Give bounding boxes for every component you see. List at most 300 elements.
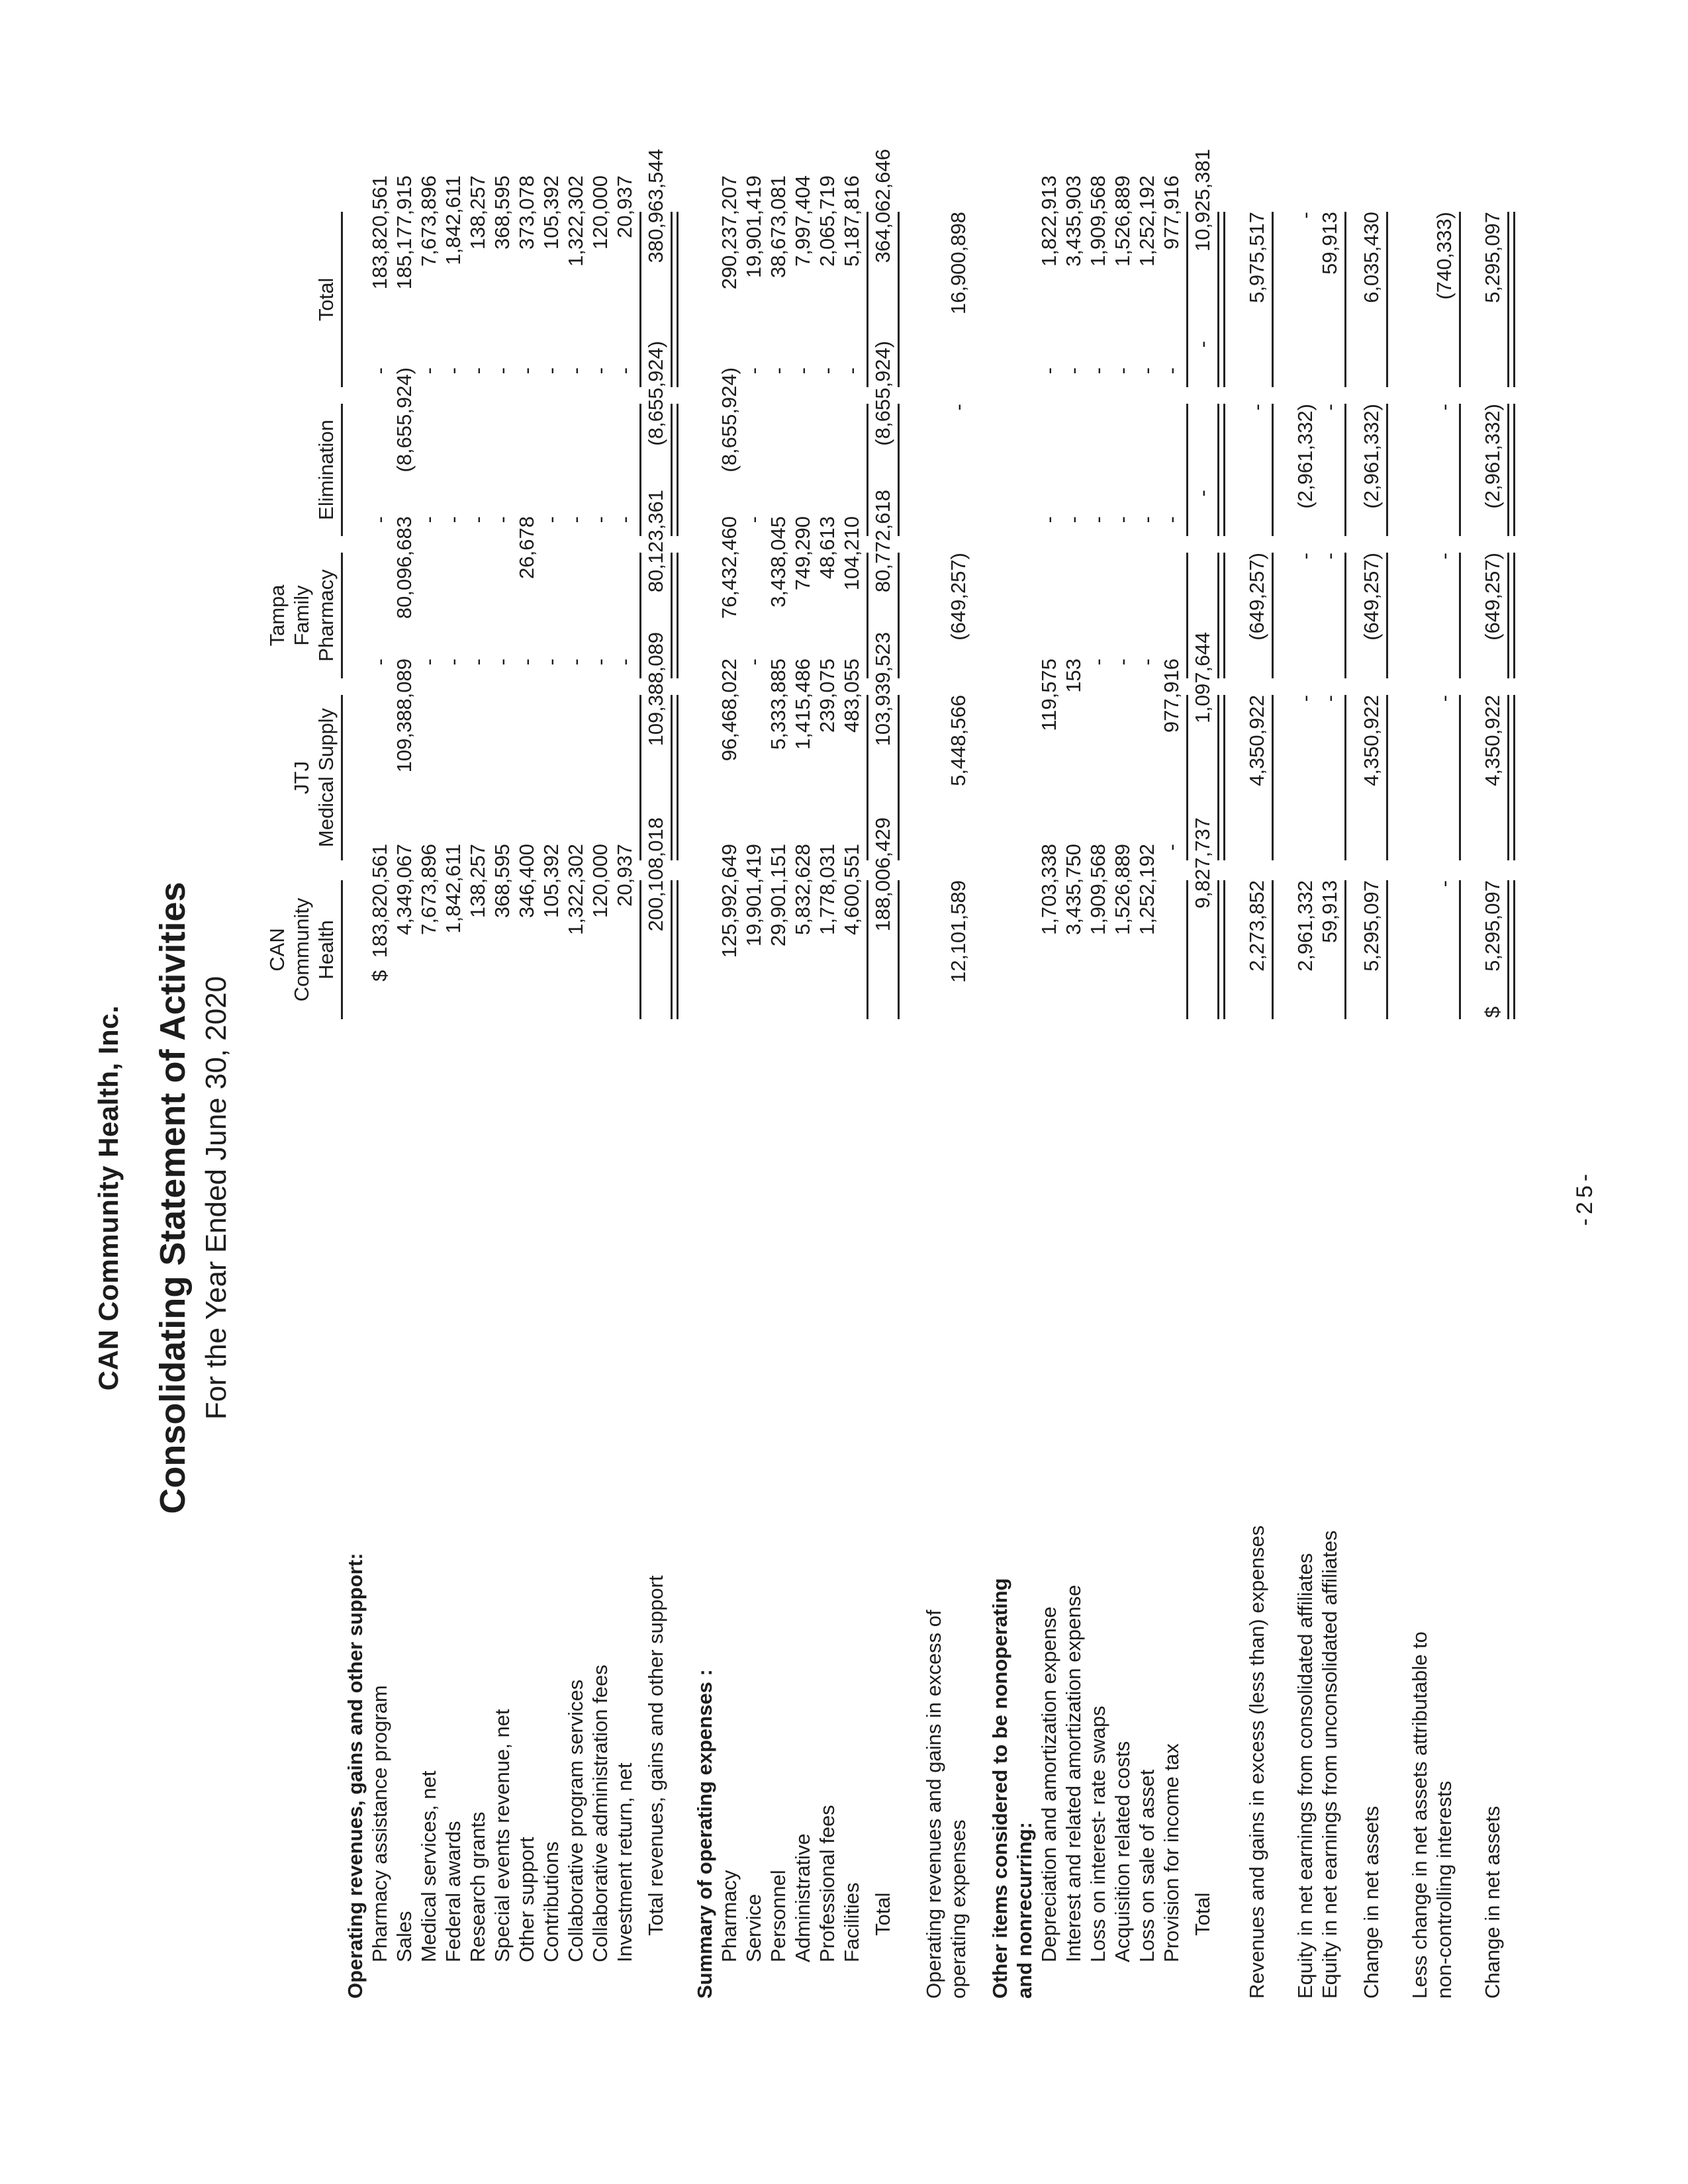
value-cell bbox=[643, 817, 668, 956]
column-rule-segment bbox=[1459, 553, 1461, 678]
row-label: Medical services, net bbox=[417, 1770, 440, 1962]
dash-value: - bbox=[466, 367, 489, 375]
dash-value: - bbox=[1086, 367, 1109, 375]
rule-label-spacer bbox=[1344, 1032, 1346, 1999]
row-label: Loss on sale of asset bbox=[1135, 1769, 1158, 1962]
single-rule-row bbox=[1386, 205, 1388, 1999]
dash-value: - bbox=[417, 659, 440, 666]
value-cell bbox=[839, 844, 864, 983]
value-cell bbox=[612, 516, 637, 642]
amount-value: (2,961,332) bbox=[1360, 404, 1383, 509]
value-cell bbox=[1317, 553, 1342, 678]
amount-value: 5,832,628 bbox=[791, 844, 814, 935]
amount-value: 1,909,568 bbox=[1086, 175, 1109, 267]
value-cell bbox=[490, 367, 514, 500]
single-rule-row bbox=[1459, 205, 1461, 1999]
value-cell bbox=[1359, 880, 1383, 1019]
value-cell bbox=[1135, 659, 1159, 824]
table-row bbox=[921, 205, 970, 1999]
dash-value: - bbox=[1135, 367, 1158, 375]
amount-value: 1,703,338 bbox=[1037, 844, 1060, 935]
column-rule-segment bbox=[671, 880, 679, 1019]
amount-value: 977,916 bbox=[1160, 175, 1183, 250]
value-cell bbox=[1061, 659, 1086, 824]
amount-value: 20,937 bbox=[613, 175, 636, 238]
dash-value: - bbox=[742, 367, 765, 375]
value-cell bbox=[1293, 212, 1317, 387]
table-row bbox=[1061, 175, 1086, 1999]
value-cell bbox=[1293, 404, 1317, 536]
value-cell bbox=[563, 659, 588, 824]
row-label: Other support bbox=[515, 1837, 538, 1962]
amount-value: 103,939,523 bbox=[871, 632, 894, 747]
amount-value: (649,257) bbox=[1245, 553, 1268, 641]
rule-label-spacer bbox=[867, 1032, 868, 1999]
amount-value: 119,575 bbox=[1037, 659, 1060, 731]
value-cell bbox=[815, 516, 839, 642]
amount-value: 5,295,097 bbox=[1481, 880, 1504, 972]
value-cell bbox=[1359, 404, 1383, 536]
column-rule-segment bbox=[1344, 695, 1346, 860]
table-row bbox=[1359, 205, 1383, 1999]
row-label: Professional fees bbox=[816, 1805, 839, 1962]
value-cell bbox=[514, 659, 539, 824]
value-cell bbox=[766, 516, 790, 642]
value-cell bbox=[441, 367, 465, 500]
amount-value: 19,901,419 bbox=[742, 844, 765, 947]
value-cell bbox=[1061, 516, 1086, 642]
amount-value: (2,961,332) bbox=[1293, 404, 1317, 509]
value-cell bbox=[465, 367, 490, 500]
single-rule-row bbox=[1344, 205, 1346, 1999]
section-gap bbox=[1276, 205, 1293, 1999]
row-label bbox=[988, 1032, 1037, 1999]
dash-value: - bbox=[1318, 695, 1341, 702]
table-row bbox=[1159, 175, 1184, 1999]
column-rule-segment bbox=[898, 404, 900, 536]
column-header-health bbox=[265, 880, 343, 1019]
dash-value: - bbox=[564, 367, 587, 375]
amount-value: 4,600,551 bbox=[840, 844, 863, 935]
column-rule-segment bbox=[1386, 404, 1388, 536]
value-cell bbox=[643, 341, 668, 473]
value-cell bbox=[790, 659, 815, 824]
dash-value: - bbox=[1160, 367, 1183, 375]
dash-value: - bbox=[1293, 695, 1317, 702]
value-cell bbox=[563, 367, 588, 500]
amount-value: 3,435,750 bbox=[1062, 844, 1085, 935]
amount-value: 2,273,852 bbox=[1245, 880, 1268, 972]
value-cell bbox=[1480, 695, 1505, 860]
value-cell bbox=[643, 149, 668, 324]
column-rule-segment bbox=[867, 404, 868, 536]
amount-value: (649,257) bbox=[1360, 553, 1383, 641]
amount-value: 749,290 bbox=[791, 516, 814, 591]
amount-value: 5,333,885 bbox=[767, 659, 790, 750]
amount-value: 5,295,097 bbox=[1481, 212, 1504, 303]
table-row bbox=[839, 175, 864, 1999]
amount-value: 120,000 bbox=[588, 175, 612, 250]
rule-label-spacer bbox=[1507, 1032, 1515, 1999]
amount-value: 373,078 bbox=[515, 175, 538, 250]
dash-value: - bbox=[442, 659, 465, 666]
rule-label-spacer bbox=[1272, 1032, 1274, 1999]
dash-value: - bbox=[1293, 553, 1317, 560]
value-cell bbox=[367, 516, 392, 642]
column-rule-segment bbox=[1272, 212, 1274, 387]
row-label: Collaborative program services bbox=[564, 1679, 587, 1962]
value-cell bbox=[1359, 695, 1383, 860]
amount-value: 138,257 bbox=[466, 844, 489, 919]
value-cell bbox=[1293, 553, 1317, 678]
value-cell bbox=[946, 212, 970, 387]
row-label-line1: Other items considered to be nonoperating bbox=[988, 1578, 1011, 1999]
value-cell bbox=[1432, 695, 1456, 860]
row-label: Total revenues, gains and other support bbox=[644, 1575, 667, 1936]
section-header-row bbox=[692, 205, 717, 1999]
title-block bbox=[0, 212, 233, 2184]
value-cell bbox=[741, 659, 766, 824]
value-cell bbox=[1037, 516, 1061, 642]
amount-value: 138,257 bbox=[466, 175, 489, 250]
value-cell bbox=[790, 367, 815, 500]
column-rule-segment bbox=[1507, 695, 1515, 860]
amount-value: 20,937 bbox=[613, 844, 636, 907]
value-cell bbox=[539, 659, 563, 824]
value-cell bbox=[465, 844, 490, 983]
dash-value: - bbox=[491, 659, 514, 666]
value-cell bbox=[717, 659, 741, 824]
value-cell bbox=[1159, 175, 1184, 351]
dash-value: - bbox=[1135, 659, 1158, 666]
dash-value: - bbox=[1318, 404, 1341, 411]
value-cell bbox=[490, 844, 514, 983]
column-rule-segment bbox=[867, 212, 868, 387]
row-label-line2: non-controlling interests bbox=[1432, 1780, 1456, 1999]
value-cell bbox=[1480, 880, 1505, 1019]
dash-value: - bbox=[564, 516, 587, 523]
dash-value: - bbox=[1432, 404, 1456, 411]
value-cell bbox=[741, 175, 766, 351]
dash-value: - bbox=[368, 659, 391, 666]
value-cell bbox=[815, 659, 839, 824]
row-label-line1: Operating revenues and gains in excess of bbox=[922, 1610, 945, 1999]
rule-label-spacer bbox=[1217, 1032, 1225, 1999]
amount-value: 7,673,896 bbox=[417, 844, 440, 935]
column-rule-segment bbox=[1344, 553, 1346, 678]
row-label: Change in net assets bbox=[1481, 1805, 1504, 1999]
amount-value: (740,333) bbox=[1432, 212, 1456, 300]
value-cell bbox=[1244, 212, 1269, 387]
value-cell bbox=[392, 659, 416, 824]
value-cell bbox=[588, 367, 612, 500]
value-cell bbox=[514, 175, 539, 351]
row-label: Change in net assets bbox=[1360, 1805, 1383, 1999]
amount-value: 185,177,915 bbox=[393, 175, 416, 290]
dash-value: - bbox=[1086, 659, 1109, 666]
value-cell bbox=[1432, 553, 1456, 678]
column-rule-segment bbox=[1459, 880, 1461, 1019]
amount-value: 1,842,611 bbox=[442, 175, 465, 265]
value-cell bbox=[1037, 367, 1061, 500]
dash-value: - bbox=[539, 516, 563, 523]
dash-value: - bbox=[613, 367, 636, 375]
column-rule-segment bbox=[1217, 212, 1225, 387]
dash-value: - bbox=[613, 659, 636, 666]
row-label: Loss on interest- rate swaps bbox=[1086, 1706, 1109, 1962]
column-rule-segment bbox=[1186, 553, 1188, 678]
dash-value: - bbox=[539, 659, 563, 666]
value-cell bbox=[741, 844, 766, 983]
dash-value: - bbox=[466, 659, 489, 666]
dollar-sign: $ bbox=[1481, 1006, 1504, 1018]
amount-value: 1,909,568 bbox=[1086, 844, 1109, 935]
value-cell bbox=[766, 367, 790, 500]
value-cell bbox=[717, 367, 741, 500]
column-rule-segment bbox=[1459, 212, 1461, 387]
amount-value: (8,655,924) bbox=[871, 341, 894, 446]
value-cell bbox=[588, 516, 612, 642]
amount-value: 5,187,816 bbox=[840, 175, 863, 267]
consolidating-table bbox=[265, 149, 1515, 1999]
dash-value: - bbox=[564, 659, 587, 666]
amount-value: 19,901,419 bbox=[742, 175, 765, 279]
amount-value: (649,257) bbox=[1481, 553, 1504, 641]
amount-value: 120,000 bbox=[588, 844, 612, 919]
value-cell bbox=[465, 175, 490, 351]
amount-value: 29,901,151 bbox=[767, 844, 790, 947]
value-cell bbox=[741, 516, 766, 642]
value-cell bbox=[790, 844, 815, 983]
dash-value: - bbox=[368, 367, 391, 375]
dash-value: - bbox=[417, 516, 440, 523]
value-cell bbox=[465, 516, 490, 642]
statement-title: Consolidating Statement of Activities bbox=[153, 882, 193, 1514]
row-label: Equity in net earnings from unconsolidated affiliates bbox=[1318, 1530, 1341, 1999]
amount-value: 12,101,589 bbox=[947, 880, 970, 983]
amount-value: 977,916 bbox=[1160, 659, 1183, 733]
column-header-line2: Total bbox=[314, 277, 338, 322]
value-cell bbox=[946, 880, 970, 1019]
value-cell bbox=[870, 490, 895, 615]
amount-value: (8,655,924) bbox=[644, 341, 667, 446]
dash-value: - bbox=[515, 659, 538, 666]
value-cell bbox=[1190, 632, 1215, 797]
table-row bbox=[717, 175, 741, 1999]
table-row bbox=[416, 175, 441, 1999]
table-row bbox=[1244, 205, 1269, 1999]
row-label: Interest and related amortization expense bbox=[1062, 1584, 1085, 1962]
dash-value: - bbox=[1318, 553, 1341, 560]
value-cell bbox=[1159, 367, 1184, 500]
section-gap bbox=[1390, 205, 1407, 1999]
column-rule-segment bbox=[1386, 212, 1388, 387]
amount-value: 1,526,889 bbox=[1111, 175, 1134, 267]
double-rule-row bbox=[671, 205, 679, 1999]
dash-value: - bbox=[1037, 516, 1060, 523]
column-rule-segment bbox=[1217, 880, 1225, 1019]
amount-value: 1,252,192 bbox=[1135, 844, 1158, 935]
amount-value: 16,900,898 bbox=[947, 212, 970, 315]
column-header-line1: Tampa Family bbox=[265, 584, 313, 647]
value-cell bbox=[392, 516, 416, 642]
value-cell bbox=[717, 844, 741, 983]
row-label bbox=[1407, 1032, 1456, 1999]
table-row bbox=[1135, 175, 1159, 1999]
single-rule-row bbox=[1272, 205, 1274, 1999]
dash-value: - bbox=[1160, 844, 1183, 851]
dash-value: - bbox=[1111, 516, 1134, 523]
row-label: Investment return, net bbox=[613, 1762, 636, 1962]
row-label-line1: Less change in net assets attributable to bbox=[1408, 1631, 1431, 1999]
column-rule-segment bbox=[1272, 404, 1274, 536]
value-cell bbox=[441, 516, 465, 642]
value-cell bbox=[1037, 659, 1061, 824]
amount-value: 105,392 bbox=[539, 844, 563, 919]
table-row bbox=[815, 175, 839, 1999]
table-body bbox=[343, 149, 1515, 1999]
value-cell bbox=[1244, 404, 1269, 536]
amount-value: 1,415,486 bbox=[791, 659, 814, 750]
amount-value: 364,062,646 bbox=[871, 149, 894, 263]
value-cell bbox=[588, 844, 612, 983]
value-cell bbox=[563, 175, 588, 351]
column-rule-segment bbox=[1272, 695, 1274, 860]
column-header-line1 bbox=[289, 212, 314, 387]
amount-value: 48,613 bbox=[816, 516, 839, 579]
value-cell bbox=[539, 844, 563, 983]
amount-value: (2,961,332) bbox=[1481, 404, 1504, 509]
value-cell bbox=[490, 659, 514, 824]
table-row bbox=[790, 175, 815, 1999]
rule-label-spacer bbox=[1386, 1032, 1388, 1999]
amount-value: 4,349,067 bbox=[393, 844, 416, 935]
row-label: Operating revenues, gains and other support: bbox=[344, 1553, 367, 1999]
column-header-line2: Pharmacy bbox=[314, 569, 338, 662]
value-cell bbox=[839, 367, 864, 500]
column-rule-segment bbox=[1507, 212, 1515, 387]
amount-value: 1,252,192 bbox=[1135, 175, 1158, 267]
amount-value: 105,392 bbox=[539, 175, 563, 250]
column-rule-segment bbox=[639, 695, 641, 860]
table-row bbox=[367, 175, 392, 1999]
row-label: Total bbox=[871, 1892, 894, 1936]
dash-value: - bbox=[767, 367, 790, 375]
dash-value: - bbox=[947, 404, 970, 411]
column-header-row bbox=[265, 205, 343, 1999]
table-row bbox=[1086, 175, 1110, 1999]
rule-label-spacer bbox=[671, 1032, 679, 1999]
column-header-total bbox=[289, 212, 343, 387]
column-rule-segment bbox=[1217, 553, 1225, 678]
column-rule-segment bbox=[1186, 212, 1188, 387]
page-number: -25- bbox=[1572, 1169, 1597, 1226]
row-label: Facilities bbox=[840, 1882, 863, 1962]
amount-value: 183,820,561 bbox=[368, 175, 391, 290]
value-cell bbox=[514, 367, 539, 500]
value-cell bbox=[1061, 844, 1086, 983]
value-cell bbox=[1317, 404, 1342, 536]
column-rule-segment bbox=[867, 553, 868, 678]
amount-value: 483,055 bbox=[840, 659, 863, 733]
section-gap bbox=[1348, 205, 1359, 1999]
value-cell bbox=[441, 844, 465, 983]
value-cell bbox=[1190, 341, 1215, 473]
value-cell bbox=[612, 175, 637, 351]
value-cell bbox=[870, 341, 895, 473]
value-cell bbox=[1359, 212, 1383, 387]
value-cell bbox=[717, 516, 741, 642]
dash-value: - bbox=[1432, 880, 1456, 887]
amount-value: 290,237,207 bbox=[718, 175, 741, 290]
row-label: Acquisition related costs bbox=[1111, 1741, 1134, 1962]
dollar-sign: $ bbox=[368, 970, 391, 981]
value-cell bbox=[815, 175, 839, 351]
value-cell bbox=[1432, 404, 1456, 536]
column-rule-segment bbox=[1507, 553, 1515, 678]
value-cell bbox=[1159, 844, 1184, 983]
value-cell bbox=[946, 404, 970, 536]
column-header-line2: Elimination bbox=[314, 420, 338, 520]
table-row bbox=[563, 175, 588, 1999]
value-cell bbox=[392, 367, 416, 500]
column-rule-segment bbox=[671, 553, 679, 678]
dash-value: - bbox=[491, 516, 514, 523]
row-label: Contributions bbox=[539, 1841, 563, 1962]
row-label-line2: operating expenses bbox=[947, 1819, 970, 1999]
value-cell bbox=[1432, 880, 1456, 1019]
row-label-line2: and nonrecurring: bbox=[1013, 1822, 1036, 1999]
section-gap bbox=[1227, 205, 1244, 1999]
amount-value: 3,435,903 bbox=[1062, 175, 1085, 267]
row-label: Depreciation and amortization expense bbox=[1037, 1606, 1060, 1962]
column-rule-segment bbox=[671, 695, 679, 860]
column-rule-segment bbox=[867, 880, 868, 1019]
dash-value: - bbox=[791, 367, 814, 375]
column-rule-segment bbox=[1217, 695, 1225, 860]
value-cell bbox=[1037, 175, 1061, 351]
table-row bbox=[1293, 205, 1317, 1999]
value-cell bbox=[392, 844, 416, 983]
value-cell bbox=[1086, 659, 1110, 824]
table-row bbox=[870, 149, 895, 1999]
value-cell bbox=[1293, 880, 1317, 1019]
amount-value: 368,595 bbox=[491, 175, 514, 250]
amount-value: 3,438,045 bbox=[767, 516, 790, 608]
value-cell bbox=[766, 659, 790, 824]
dash-value: - bbox=[1111, 659, 1134, 666]
dash-value: - bbox=[442, 367, 465, 375]
period-line: For the Year Ended June 30, 2020 bbox=[200, 976, 232, 1420]
amount-value: (649,257) bbox=[947, 553, 970, 641]
value-cell bbox=[367, 844, 392, 983]
amount-value: 2,961,332 bbox=[1293, 880, 1317, 972]
value-cell bbox=[1037, 844, 1061, 983]
row-label: Provision for income tax bbox=[1160, 1743, 1183, 1962]
single-rule-row bbox=[639, 205, 641, 1999]
value-cell bbox=[1135, 367, 1159, 500]
section-gap bbox=[902, 205, 921, 1999]
value-cell bbox=[1480, 212, 1505, 387]
value-cell bbox=[441, 659, 465, 824]
double-rule-row bbox=[1217, 205, 1225, 1999]
section-header-row bbox=[343, 205, 367, 1999]
column-rule-segment bbox=[1186, 880, 1188, 1019]
amount-value: 76,432,460 bbox=[718, 516, 741, 619]
value-cell bbox=[839, 175, 864, 351]
value-cell bbox=[1480, 404, 1505, 536]
section-header-row bbox=[988, 205, 1037, 1999]
